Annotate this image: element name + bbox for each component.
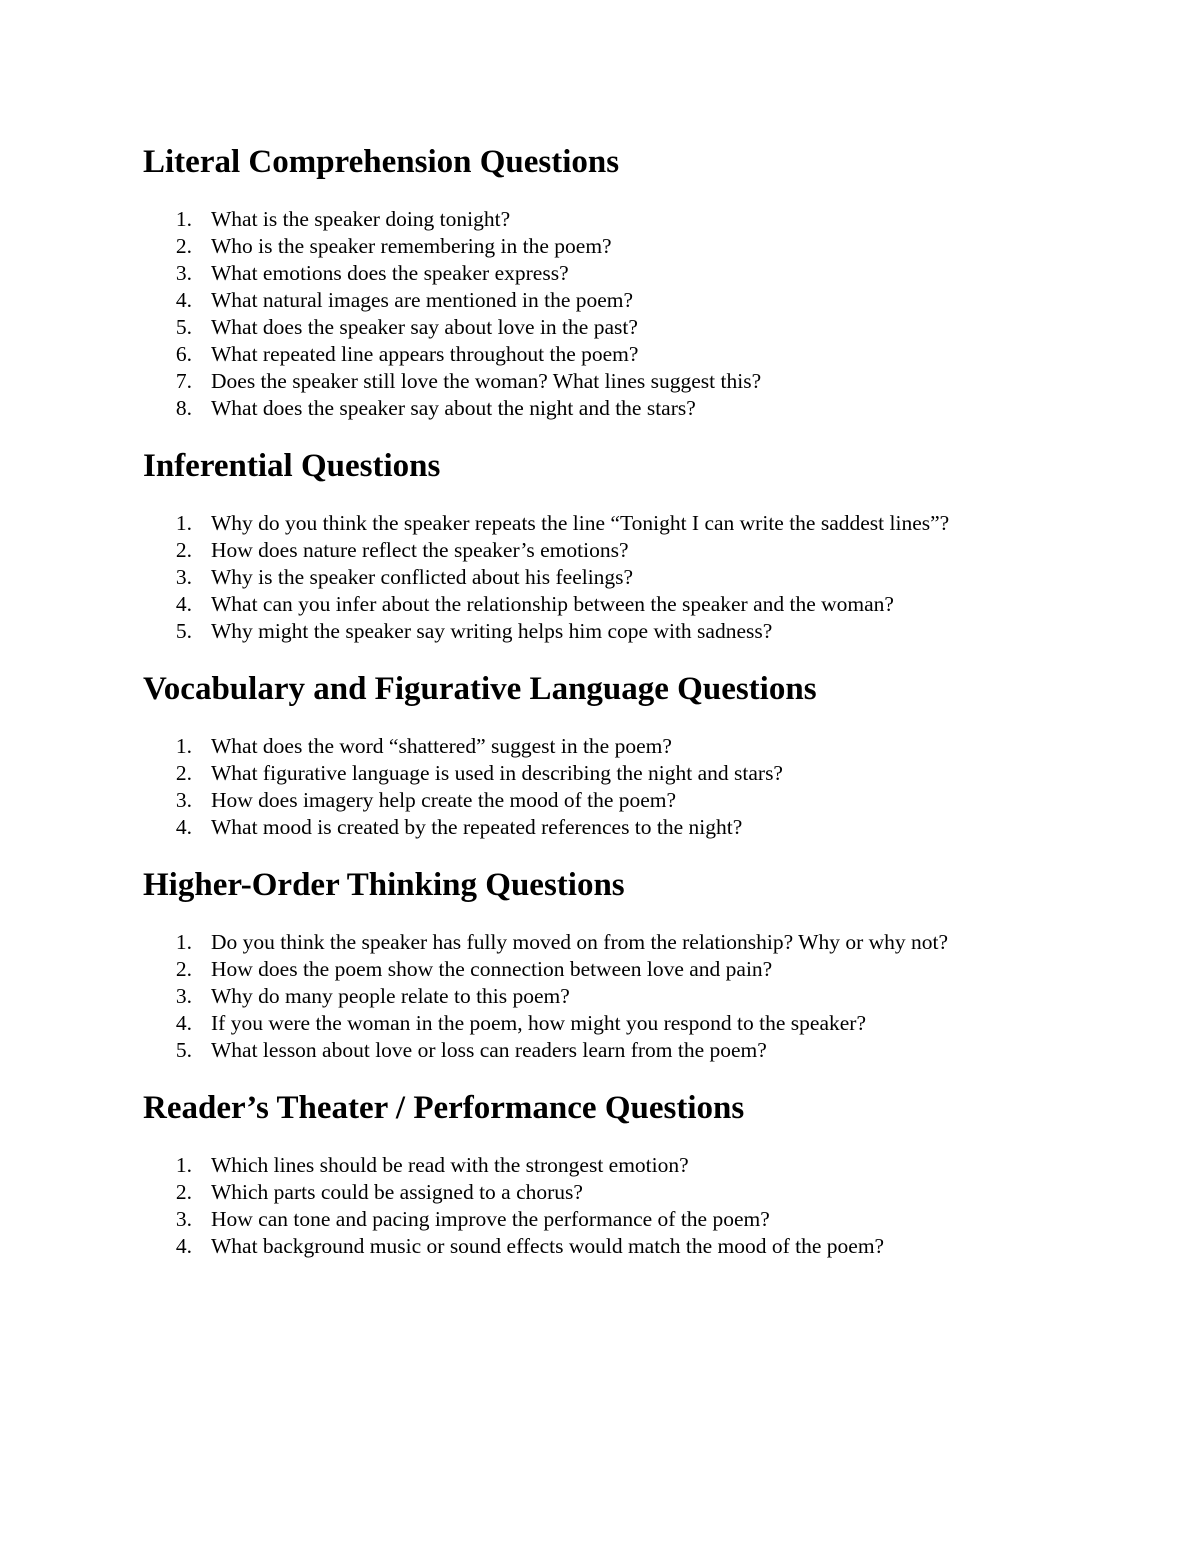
- question-number: 1 .: [143, 510, 192, 537]
- question-item: [143, 395, 1083, 422]
- question-text: Why do many people relate to this poem?: [211, 984, 570, 1008]
- question-text: What emotions does the speaker express?: [211, 261, 569, 285]
- question-number: 5 .: [143, 1037, 192, 1064]
- question-item: [143, 233, 1083, 260]
- question-number: 2 .: [143, 760, 192, 787]
- question-text: Does the speaker still love the woman? What lines suggest this?: [211, 369, 762, 393]
- question-text: If you were the woman in the poem, how might you respond to the speaker?: [211, 1011, 866, 1035]
- question-text: What figurative language is used in describing the night and stars?: [211, 761, 783, 785]
- question-item: [143, 1179, 1083, 1206]
- question-number: 2 .: [143, 537, 192, 564]
- question-item: [143, 760, 1083, 787]
- question-number: 2 .: [143, 233, 192, 260]
- section-higher-order: [143, 861, 1083, 1064]
- question-item: [143, 260, 1083, 287]
- question-number: 2 .: [143, 1179, 192, 1206]
- section-readers-theater: [143, 1084, 1083, 1260]
- question-number: 3 .: [143, 787, 192, 814]
- section-heading: Literal Comprehension Questions: [143, 144, 620, 180]
- section-heading: Reader’s Theater / Performance Questions: [143, 1090, 745, 1126]
- question-list: [143, 1152, 1083, 1260]
- question-number: 8 .: [143, 395, 192, 422]
- question-number: 5 .: [143, 618, 192, 645]
- question-item: [143, 591, 1083, 618]
- question-text: How does the poem show the connection between love and pain?: [211, 957, 773, 981]
- section-heading: Inferential Questions: [143, 448, 441, 484]
- question-text: What lesson about love or loss can readers learn from the poem?: [211, 1038, 767, 1062]
- question-item: [143, 1010, 1083, 1037]
- question-number: 1 .: [143, 929, 192, 956]
- question-text: What does the speaker say about love in the past?: [211, 315, 638, 339]
- question-list: [143, 733, 1083, 841]
- question-number: 3 .: [143, 983, 192, 1010]
- question-number: 1 .: [143, 733, 192, 760]
- question-number: 4 .: [143, 287, 192, 314]
- question-item: [143, 618, 1083, 645]
- question-text: What mood is created by the repeated references to the night?: [211, 815, 743, 839]
- section-literal-comprehension: [143, 138, 1083, 422]
- question-text: What does the word “shattered” suggest in the poem?: [211, 734, 672, 758]
- question-item: [143, 564, 1083, 591]
- question-number: 1 .: [143, 206, 192, 233]
- question-text: Why might the speaker say writing helps him cope with sadness?: [211, 619, 773, 643]
- document-page: [143, 138, 1083, 1260]
- question-item: [143, 814, 1083, 841]
- question-item: [143, 537, 1083, 564]
- question-text: What repeated line appears throughout the poem?: [211, 342, 639, 366]
- question-text: Which lines should be read with the strongest emotion?: [211, 1153, 689, 1177]
- question-text: How does imagery help create the mood of the poem?: [211, 788, 677, 812]
- question-item: [143, 314, 1083, 341]
- question-item: [143, 787, 1083, 814]
- question-list: [143, 929, 1083, 1064]
- question-list: [143, 510, 1083, 645]
- question-number: 3 .: [143, 260, 192, 287]
- question-text: What background music or sound effects would match the mood of the poem?: [211, 1234, 885, 1258]
- section-heading: Higher-Order Thinking Questions: [143, 867, 625, 903]
- question-item: [143, 1233, 1083, 1260]
- section-heading: Vocabulary and Figurative Language Questions: [143, 671, 817, 707]
- question-item: [143, 1037, 1083, 1064]
- question-number: 4 .: [143, 814, 192, 841]
- question-text: What can you infer about the relationship between the speaker and the woman?: [211, 592, 894, 616]
- question-text: How can tone and pacing improve the performance of the poem?: [211, 1207, 770, 1231]
- question-item: [143, 1206, 1083, 1233]
- question-item: [143, 733, 1083, 760]
- question-text: Who is the speaker remembering in the poem?: [211, 234, 612, 258]
- question-item: [143, 287, 1083, 314]
- question-text: Why do you think the speaker repeats the line “Tonight I can write the saddest lines”?: [211, 511, 950, 535]
- question-number: 2 .: [143, 956, 192, 983]
- question-item: [143, 983, 1083, 1010]
- question-number: 1 .: [143, 1152, 192, 1179]
- question-text: How does nature reflect the speaker’s emotions?: [211, 538, 629, 562]
- question-number: 3 .: [143, 1206, 192, 1233]
- question-number: 4 .: [143, 1233, 192, 1260]
- section-inferential: [143, 442, 1083, 645]
- question-text: What natural images are mentioned in the poem?: [211, 288, 634, 312]
- question-list: [143, 206, 1083, 422]
- question-number: 7 .: [143, 368, 192, 395]
- question-item: [143, 956, 1083, 983]
- question-text: Do you think the speaker has fully moved on from the relationship? Why or why not?: [211, 930, 949, 954]
- question-number: 3 .: [143, 564, 192, 591]
- question-text: Why is the speaker conflicted about his feelings?: [211, 565, 634, 589]
- question-item: [143, 510, 1083, 537]
- question-item: [143, 929, 1083, 956]
- question-text: What is the speaker doing tonight?: [211, 207, 511, 231]
- question-number: 6 .: [143, 341, 192, 368]
- question-text: What does the speaker say about the night and the stars?: [211, 396, 696, 420]
- question-item: [143, 368, 1083, 395]
- question-number: 4 .: [143, 591, 192, 618]
- question-item: [143, 206, 1083, 233]
- question-text: Which parts could be assigned to a chorus?: [211, 1180, 583, 1204]
- question-number: 5 .: [143, 314, 192, 341]
- question-number: 4 .: [143, 1010, 192, 1037]
- section-vocabulary-figurative: [143, 665, 1083, 841]
- question-item: [143, 1152, 1083, 1179]
- question-item: [143, 341, 1083, 368]
